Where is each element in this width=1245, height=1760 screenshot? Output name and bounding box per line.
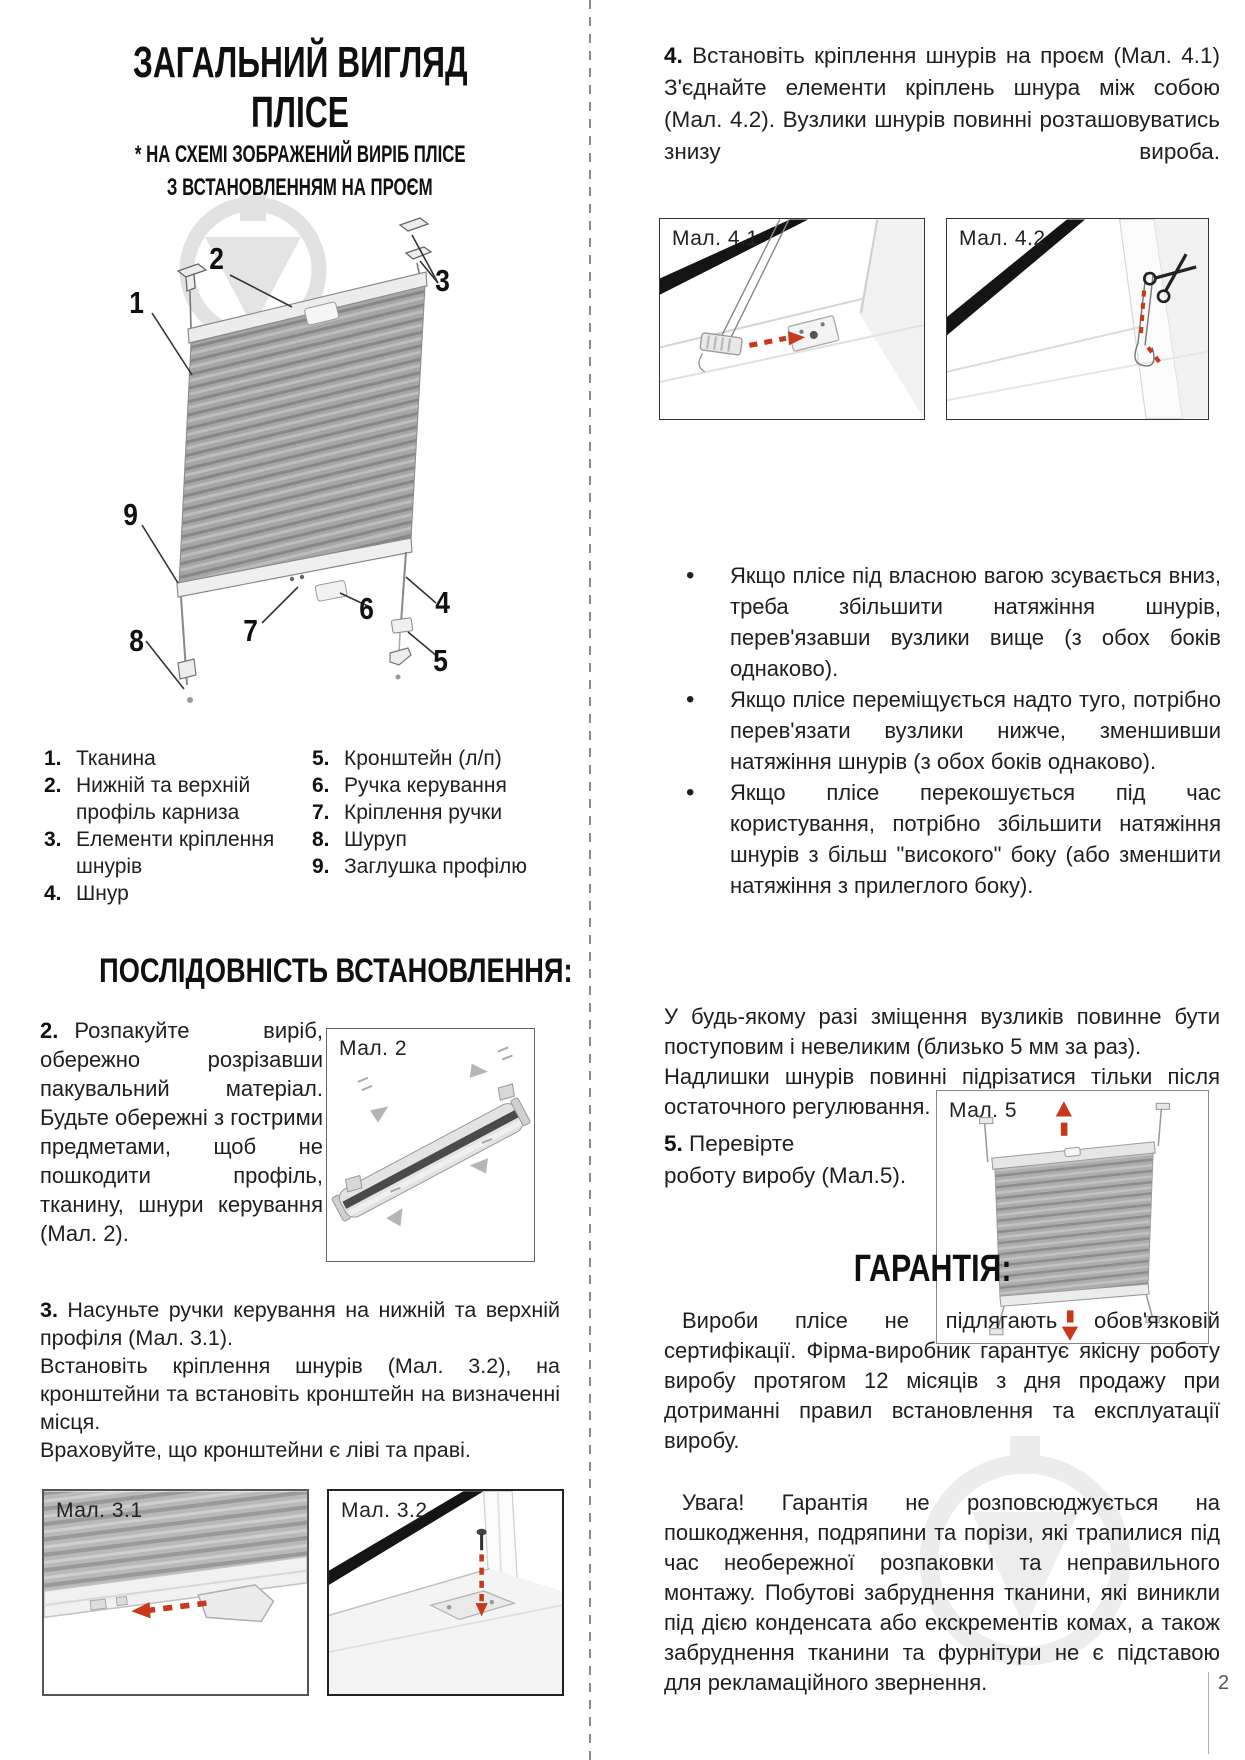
callout-3: 3 <box>435 263 450 298</box>
figure-3-1 <box>42 1489 309 1696</box>
callout-4: 4 <box>435 585 450 620</box>
legend-item: 7. Кріплення ручки <box>312 801 503 824</box>
section-title: ПОСЛІДОВНІСТЬ ВСТАНОВЛЕННЯ: <box>99 952 573 990</box>
callout-2: 2 <box>209 241 224 276</box>
figure-3-2 <box>327 1489 564 1696</box>
callout-1: 1 <box>129 285 144 320</box>
column-divider <box>589 0 591 1760</box>
page-subtitle: * НА СХЕМІ ЗОБРАЖЕНИЙ ВИРІБ ПЛІСЕ З ВСТАНОВЛЕННЯМ НА ПРОЄМ <box>134 141 466 201</box>
figure-4-1 <box>659 218 925 420</box>
figure-4-1-caption: Мал. 4.1 <box>672 227 759 250</box>
bullet-item: • Якщо плісе перекошується під час користування, потрібно збільшити натяжіння шнурів з більш "високого" боку (або зменшити натяжіння з прилеглого боку). <box>686 779 1221 898</box>
figure-2 <box>326 1028 535 1262</box>
step5-paragraph: 5. Перевірте роботу виробу (Мал.5). <box>664 1131 907 1188</box>
step3-block <box>40 1296 560 1464</box>
figure-4-2 <box>946 218 1209 420</box>
blind-diagram-art <box>40 195 560 715</box>
note-paragraph-2: Надлишки шнурів повинні підрізатися тільки після остаточного регулювання. <box>664 1064 1220 1119</box>
callout-8: 8 <box>129 623 144 658</box>
left-column <box>40 0 573 1760</box>
page-number: 2 <box>1208 1672 1229 1754</box>
adjustment-bullet-list <box>640 560 1225 901</box>
page-title: ЗАГАЛЬНИЙ ВИГЛЯД ПЛІСЕ <box>132 38 468 137</box>
legend-item: 9. Заглушка профілю <box>312 855 528 878</box>
red-dashed-arrow <box>150 1603 207 1610</box>
legend-item: 8. Шуруп <box>312 828 407 851</box>
legend-right <box>312 745 562 880</box>
callout-7: 7 <box>243 613 258 648</box>
step3-paragraph-3: Враховуйте, що кронштейни є ліві та праві. <box>40 1438 471 1462</box>
warranty-title: ГАРАНТІЯ: <box>853 1248 1012 1290</box>
step4-paragraph: 4. Встановіть кріплення шнурів на проєм (Мал. 4.1) З'єднайте елементи кріплень шнура між собою (Мал. 4.2). Вузлики шнурів повинні розташовуватись знизу вироба. <box>664 43 1220 164</box>
bullet-item: • Якщо плісе переміщується надто туго, потрібно перев'язати вузлики нижче, зменшивши натяжіння шнурів (з обох боків однаково). <box>686 686 1221 774</box>
callout-9: 9 <box>123 497 138 532</box>
legend-item: 5. Кронштейн (л/п) <box>312 747 502 770</box>
red-dashed-arrow <box>749 338 786 345</box>
figure-3-1-caption: Мал. 3.1 <box>56 1499 143 1522</box>
figure-3-2-caption: Мал. 3.2 <box>341 1499 428 1522</box>
figure-4-2-caption: Мал. 4.2 <box>959 227 1046 250</box>
step3-paragraph-2: Встановіть кріплення шнурів (Мал. 3.2), на кронштейни та встановіть кронштейн на визначенні місця. <box>40 1354 560 1434</box>
bullet-item: • Якщо плісе під власною вагою зсувається вниз, треба збільшити натяжіння шнурів, перев'язавши вузлики вище (з обох боків однаково). <box>686 562 1221 681</box>
callout-5: 5 <box>433 643 448 678</box>
callout-6: 6 <box>359 591 374 626</box>
warranty-paragraph-1: Вироби плісе не підлягають обов'язковій сертифікації. Фірма-виробник гарантує якісну роботу виробу протягом 12 місяців з дня продажу при дотриманні правил встановлення та експлуатації виробу. <box>664 1308 1220 1453</box>
note-paragraph-1: У будь-якому разі зміщення вузликів повинне бути поступовим і невеликим (близько 5 мм за раз). <box>664 1004 1220 1059</box>
figure-5-caption: Мал. 5 <box>949 1099 1018 1122</box>
right-column <box>640 0 1225 1760</box>
legend-item: 2. Нижній та верхній профіль карниза <box>44 774 251 824</box>
legend-item: 6. Ручка керування <box>312 774 507 797</box>
step2-paragraph: 2. Розпакуйте виріб, обережно розрізавши пакувальний матеріал. Будьте обережні з гострими предметами, щоб не пошкодити профіль, тканину, шнури керування (Мал. 2). <box>40 1018 323 1246</box>
red-up-arrow <box>1056 1101 1072 1116</box>
legend-item: 4. Шнур <box>44 882 129 905</box>
blind-diagram <box>40 195 560 715</box>
legend-item: 3. Елементи кріплення шнурів <box>44 828 275 878</box>
legend-item: 1. Тканина <box>44 747 156 770</box>
rolled-blind-illustration <box>327 1029 534 1261</box>
legend-left <box>44 745 296 907</box>
warranty-paragraph-2: Увага! Гарантія не розповсюджується на пошкодження, подряпини та порізи, які трапилися під час необережної розпаковки та неправильного монтажу. Побутові забруднення тканини, які виникли під дією конденсата або екскрементів комах, а також забруднення тканини та фурнітури не є підставою для рекламаційного звернення. <box>664 1490 1220 1695</box>
figure-2-caption: Мал. 2 <box>339 1037 408 1060</box>
step3-paragraph-1: 3. Насуньте ручки керування на нижній та верхній профіля (Мал. 3.1). <box>40 1298 561 1350</box>
